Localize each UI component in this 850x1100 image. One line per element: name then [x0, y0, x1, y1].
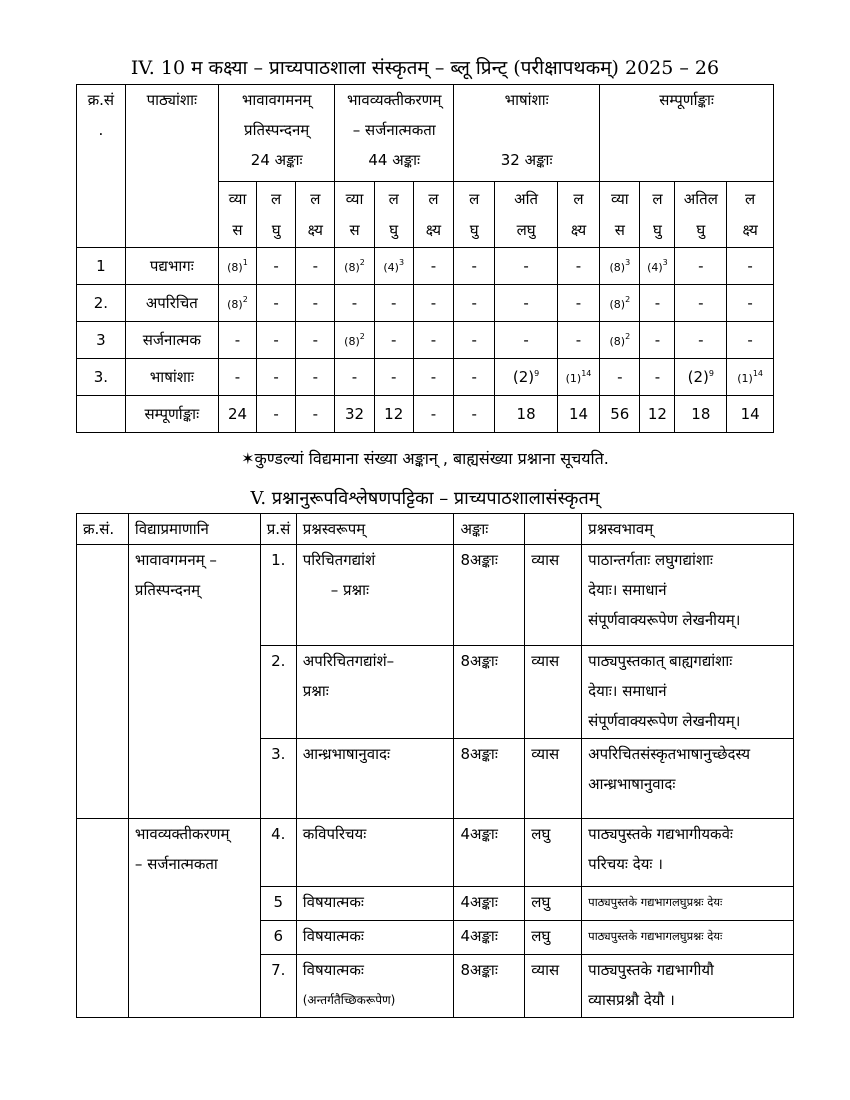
blueprint-table	[76, 84, 774, 433]
question-nature	[582, 921, 794, 955]
mark-cell	[413, 248, 453, 285]
mark-cell	[218, 322, 256, 359]
mark-cell	[640, 322, 675, 359]
mark-cell	[495, 248, 557, 285]
mark-cell	[675, 359, 727, 396]
nature-line: देयाः। समाधानं	[588, 682, 667, 700]
question-type: व्यास	[525, 739, 582, 819]
question-number: 4.	[260, 819, 296, 887]
mark-value: -	[471, 294, 477, 312]
nature-line: पाठ्यपुस्तके गद्यभागलघुप्रश्नः देयः	[588, 895, 723, 909]
header-sno: क्र.सं.	[77, 514, 129, 545]
form-line: अपरिचितगद्यांशं–	[302, 652, 395, 670]
row-lesson: अपरिचित	[125, 285, 218, 322]
question-type: व्यास	[525, 545, 582, 646]
nature-line: परिचयः देयः ।	[588, 855, 663, 873]
mark-cell	[600, 322, 640, 359]
mark-value: -	[471, 257, 477, 275]
nature-line: पाठ्यपुस्तकात् बाह्यगद्यांशाः	[588, 652, 733, 670]
mark-cell	[727, 248, 774, 285]
analysis-table	[76, 513, 794, 1018]
total-label: सम्पूर्णाङ्काः	[125, 396, 218, 433]
mark-value: -	[654, 294, 661, 312]
mark-cell	[218, 248, 256, 285]
mark-value: -	[747, 294, 753, 312]
mark-cell	[675, 322, 727, 359]
mark-value: -	[471, 368, 477, 386]
group-area	[128, 545, 260, 819]
mark-cell	[257, 248, 296, 285]
header-type	[525, 514, 582, 545]
mark-value: (2)	[687, 368, 709, 386]
mark-cell	[557, 285, 599, 322]
question-nature	[582, 545, 794, 646]
total-cell: 24	[218, 396, 256, 433]
header-lesson: पाठ्यांशाः	[125, 85, 218, 248]
blueprint-row	[77, 359, 774, 396]
mark-cell	[296, 359, 335, 396]
mark-cell	[413, 285, 453, 322]
nature-line: व्यासप्रश्नौ देयौ ।	[588, 991, 675, 1009]
subheader-row: व्या स ल घु ल क्ष्य व्या स ल घु ल क्ष्य ल घु अति लघु ल क्ष्य व्या स ल घु अतिल घु ल क्ष्य	[77, 182, 774, 248]
mark-value: (8)	[227, 261, 243, 274]
mark-cell	[454, 322, 495, 359]
row-lesson: पद्यभागः	[125, 248, 218, 285]
mark-value: (4)	[383, 261, 399, 274]
question-marks: 4अङ्काः	[454, 921, 525, 955]
question-form	[296, 921, 454, 955]
mark-value: -	[430, 257, 437, 275]
mark-value: -	[273, 294, 279, 312]
row-lesson: भाषांशाः	[125, 359, 218, 396]
nature-line: पाठ्यपुस्तके गद्यभागलघुप्रश्नः देयः	[588, 929, 723, 943]
mark-cell	[257, 322, 296, 359]
mark-value: -	[747, 257, 753, 275]
total-cell: 56	[600, 396, 640, 433]
total-cell: -	[454, 396, 495, 433]
mark-cell	[257, 285, 296, 322]
question-nature	[582, 887, 794, 921]
row-number: 1	[77, 248, 126, 285]
row-lesson: सर्जनात्मक	[125, 322, 218, 359]
mark-value: -	[312, 368, 319, 386]
question-count: 1	[242, 258, 248, 267]
mark-value: -	[575, 257, 582, 275]
mark-cell	[335, 285, 374, 322]
mark-cell	[335, 248, 374, 285]
mark-value: -	[390, 368, 397, 386]
mark-value: -	[523, 257, 529, 275]
question-number: 3.	[260, 739, 296, 819]
question-marks: 8अङ्काः	[454, 739, 525, 819]
question-number: 6	[260, 921, 296, 955]
mark-cell	[374, 322, 413, 359]
question-count: 14	[752, 369, 764, 378]
mark-value: (4)	[647, 261, 663, 274]
question-marks: 4अङ्काः	[454, 887, 525, 921]
total-blank	[77, 396, 126, 433]
mark-value: -	[575, 294, 582, 312]
mark-cell	[557, 248, 599, 285]
form-line: विषयात्मकः	[302, 893, 364, 911]
question-number: 5	[260, 887, 296, 921]
mark-cell	[218, 285, 256, 322]
group-sno	[77, 545, 129, 819]
mark-cell	[727, 285, 774, 322]
nature-line: आन्ध्रभाषानुवादः	[588, 775, 676, 793]
mark-cell	[454, 285, 495, 322]
nature-line: संपूर्णवाक्यरूपेण लेखनीयम्।	[588, 712, 741, 730]
header-area: विद्याप्रमाणानि	[128, 514, 260, 545]
mark-cell	[495, 322, 557, 359]
mark-cell	[495, 285, 557, 322]
mark-cell	[374, 285, 413, 322]
header-group2: भावव्यक्तीकरणम् – सर्जनात्मकता 44 अङ्काः	[335, 85, 454, 182]
analysis-header-row	[77, 514, 794, 545]
row-number: 3	[77, 322, 126, 359]
mark-value: -	[698, 257, 704, 275]
blueprint-row	[77, 322, 774, 359]
mark-value: (8)	[227, 298, 243, 311]
total-cell: 18	[495, 396, 557, 433]
question-number: 1.	[260, 545, 296, 646]
total-cell: -	[257, 396, 296, 433]
question-type: व्यास	[525, 955, 582, 1018]
question-form	[296, 819, 454, 887]
blueprint-row	[77, 285, 774, 322]
question-marks: 4अङ्काः	[454, 819, 525, 887]
mark-cell	[374, 359, 413, 396]
form-line: (अन्तर्गतैच्छिकरूपेण)	[302, 993, 396, 1007]
total-cell: -	[296, 396, 335, 433]
form-line: विषयात्मकः	[302, 961, 364, 979]
area-line: भावव्यक्तीकरणम्	[134, 825, 230, 843]
mark-cell	[557, 359, 599, 396]
mark-value: -	[312, 331, 319, 349]
section4-title: IV. 10 म कक्ष्या – प्राच्यपाठशाला संस्कृतम् – ब्लू प्रिन्ट् (परीक्षापथकम्) 2025 – 26	[130, 57, 720, 79]
mark-cell	[640, 359, 675, 396]
question-form	[296, 739, 454, 819]
question-count: 9	[708, 369, 714, 378]
mark-cell	[727, 359, 774, 396]
mark-cell	[600, 359, 640, 396]
blueprint-row	[77, 248, 774, 285]
question-form	[296, 545, 454, 646]
mark-cell	[454, 248, 495, 285]
mark-cell	[296, 285, 335, 322]
header-form: प्रश्नस्वरूपम्	[296, 514, 454, 545]
mark-cell	[675, 285, 727, 322]
total-cell: 14	[727, 396, 774, 433]
question-nature	[582, 646, 794, 739]
total-cell: 14	[557, 396, 599, 433]
mark-value: -	[430, 294, 437, 312]
total-cell: 18	[675, 396, 727, 433]
area-line: – सर्जनात्मकता	[134, 855, 218, 873]
header-sno: क्र.सं .	[77, 85, 126, 248]
row-number: 3.	[77, 359, 126, 396]
mark-cell	[296, 322, 335, 359]
mark-value: -	[273, 257, 279, 275]
form-line: – प्रश्नाः	[330, 581, 370, 599]
mark-value: -	[351, 368, 358, 386]
question-form	[296, 955, 454, 1018]
mark-value: -	[523, 331, 529, 349]
mark-value: -	[698, 331, 704, 349]
nature-line: संपूर्णवाक्यरूपेण लेखनीयम्।	[588, 611, 741, 629]
mark-cell	[413, 359, 453, 396]
form-line: कविपरिचयः	[302, 825, 367, 843]
question-form	[296, 646, 454, 739]
question-count: 14	[581, 369, 592, 378]
mark-value: -	[273, 331, 279, 349]
mark-cell	[557, 322, 599, 359]
row-number: 2.	[77, 285, 126, 322]
mark-value: -	[430, 368, 437, 386]
mark-value: -	[390, 294, 397, 312]
mark-value: (8)	[609, 335, 626, 348]
question-count: 2	[625, 295, 631, 304]
question-count: 3	[398, 258, 405, 267]
question-count: 2	[359, 332, 365, 341]
header-nature: प्रश्नस्वभावम्	[582, 514, 794, 545]
analysis-row	[77, 545, 794, 646]
mark-value: -	[351, 294, 358, 312]
mark-value: (1)	[565, 372, 582, 385]
mark-value: -	[234, 331, 241, 349]
total-cell: 12	[640, 396, 675, 433]
question-number: 7.	[260, 955, 296, 1018]
mark-value: (8)	[609, 261, 626, 274]
question-marks: 8अङ्काः	[454, 646, 525, 739]
footnote: ✶कुण्डल्यां विद्यमाना संख्या अङ्कान् , बाह्यसंख्या प्रश्नाना सूचयति.	[241, 449, 609, 468]
mark-cell	[335, 359, 374, 396]
mark-value: (2)	[512, 368, 535, 386]
question-type: व्यास	[525, 646, 582, 739]
question-count: 2	[242, 295, 248, 304]
mark-value: -	[698, 294, 704, 312]
mark-value: -	[390, 331, 397, 349]
mark-cell	[218, 359, 256, 396]
mark-value: (8)	[344, 261, 360, 274]
total-cell: 12	[374, 396, 413, 433]
question-number: 2.	[260, 646, 296, 739]
mark-value: -	[523, 294, 529, 312]
question-count: 3	[625, 258, 631, 267]
question-count: 2	[625, 332, 631, 341]
form-line: विषयात्मकः	[302, 927, 364, 945]
mark-cell	[600, 285, 640, 322]
form-line: आन्ध्रभाषानुवादः	[302, 745, 390, 763]
nature-line: पाठ्यपुस्तके गद्यभागीयकवेः	[588, 825, 733, 843]
mark-cell	[296, 248, 335, 285]
header-group1: भावावगमनम् प्रतिस्पन्दनम् 24 अङ्काः	[218, 85, 335, 182]
mark-value: (1)	[737, 372, 753, 385]
mark-value: -	[617, 368, 623, 386]
question-nature	[582, 955, 794, 1018]
analysis-row	[77, 819, 794, 887]
mark-value: (8)	[344, 335, 360, 348]
mark-value: -	[654, 331, 661, 349]
mark-value: -	[430, 331, 437, 349]
question-type: लघु	[525, 887, 582, 921]
mark-cell	[335, 322, 374, 359]
question-nature	[582, 819, 794, 887]
area-line: भावावगमनम् –	[134, 551, 217, 569]
question-marks: 8अङ्काः	[454, 545, 525, 646]
group-sno	[77, 819, 129, 1018]
nature-line: अपरिचितसंस्कृतभाषानुच्छेदस्य	[588, 745, 751, 763]
mark-value: -	[654, 368, 661, 386]
group-area	[128, 819, 260, 1018]
mark-value: -	[312, 294, 319, 312]
nature-line: पाठ्यपुस्तके गद्यभागीयौ	[588, 961, 714, 979]
mark-value: -	[747, 331, 753, 349]
question-type: लघु	[525, 819, 582, 887]
mark-value: -	[273, 368, 279, 386]
question-nature	[582, 739, 794, 819]
mark-cell	[454, 359, 495, 396]
mark-value: -	[575, 331, 582, 349]
header-qno: प्र.सं	[260, 514, 296, 545]
nature-line: पाठान्तर्गताः लघुगद्यांशाः	[588, 551, 713, 569]
total-cell: -	[413, 396, 453, 433]
total-cell: 32	[335, 396, 374, 433]
mark-value: (8)	[609, 298, 626, 311]
mark-cell	[600, 248, 640, 285]
mark-cell	[413, 322, 453, 359]
question-marks: 8अङ्काः	[454, 955, 525, 1018]
question-count: 3	[662, 258, 668, 267]
question-form	[296, 887, 454, 921]
mark-value: -	[234, 368, 241, 386]
mark-cell	[257, 359, 296, 396]
mark-cell	[727, 322, 774, 359]
form-line: प्रश्नाः	[302, 682, 329, 700]
mark-value: -	[471, 331, 477, 349]
question-count: 2	[359, 258, 365, 267]
mark-cell	[495, 359, 557, 396]
question-type: लघु	[525, 921, 582, 955]
form-line: परिचितगद्यांशं	[302, 551, 376, 569]
nature-line: देयाः। समाधानं	[588, 581, 667, 599]
header-group4: सम्पूर्णाङ्काः	[600, 85, 774, 182]
question-count: 9	[534, 369, 540, 378]
total-row	[77, 396, 774, 433]
area-line: प्रतिस्पन्दनम्	[134, 581, 201, 599]
header-group3: भाषांशाः 32 अङ्काः	[454, 85, 600, 182]
section5-title: V. प्रश्नानुरूपविश्लेषणपट्टिका – प्राच्यपाठशालासंस्कृतम्	[250, 488, 600, 509]
mark-cell	[374, 248, 413, 285]
mark-cell	[640, 285, 675, 322]
header-marks: अङ्काः	[454, 514, 525, 545]
mark-cell	[675, 248, 727, 285]
mark-value: -	[312, 257, 319, 275]
mark-cell	[640, 248, 675, 285]
